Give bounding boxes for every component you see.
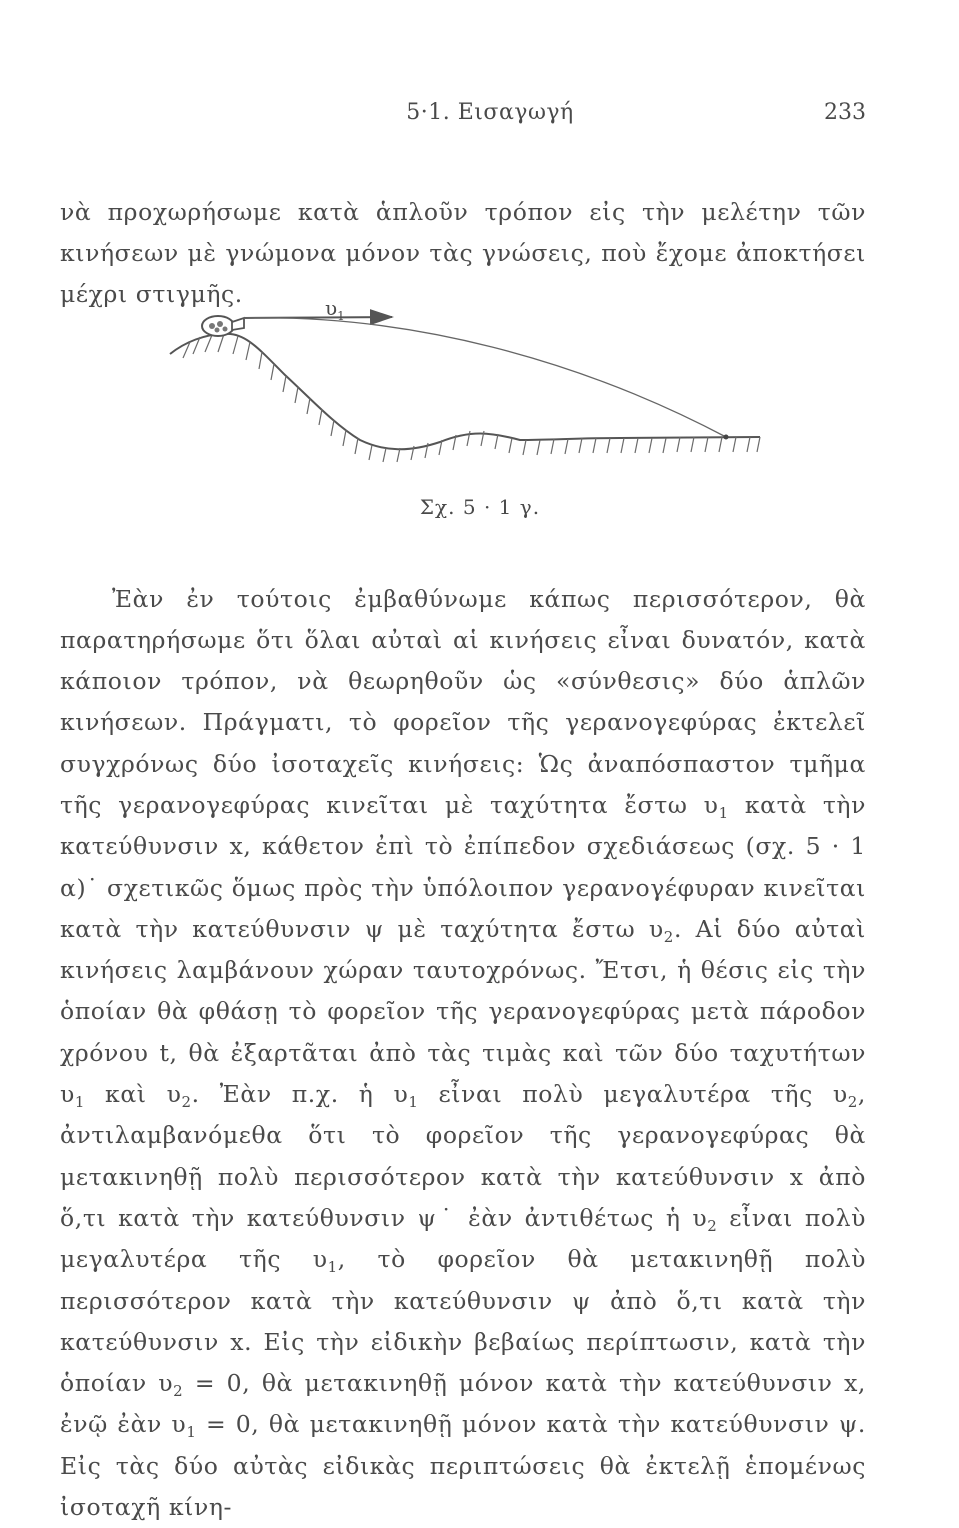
- velocity-label: $\upsilon_1$: [325, 296, 345, 320]
- projectile-figure: [160, 290, 800, 470]
- landing-point: [724, 435, 729, 440]
- figure-caption: Σχ. 5 · 1 γ.: [360, 495, 600, 519]
- ground-hatching: [183, 334, 760, 462]
- paragraph-composition: Ἐὰν ἐν τούτοις ἐμβαθύνωμε κάπως περισσότερον, θὰ παρατηρήσωμε ὅτι ὅλαι αὐταὶ αἱ κινήσεις εἶναι δυνατόν, κατὰ κάποιον τρόπον, νὰ θεωρηθοῦν ὡς «σύνθεσις» δύο ἁπλῶν κινήσεων. Πράγματι, τὸ φορεῖον τῆς γερανογεφύρας ἐκτελεῖ συγχρόνως δύο ἰσοταχεῖς κινήσεις: Ὡς ἀναπόσπαστον τμῆμα τῆς γερανογεφύρας κινεῖται μὲ ταχύτητα ἔστω $\upsilon_1$ κατὰ τὴν κατεύθυνσιν x, κάθετον ἐπὶ τὸ ἐπίπεδον σχεδιάσεως (σχ. 5 · 1 α)˙ σχετικῶς ὅμως πρὸς τὴν ὑπόλοιπον γερανογέφυραν κινεῖται κατὰ τὴν κατεύθυνσιν ψ μὲ ταχύτητα ἔστω $\upsilon_2$. Αἱ δύο αὐταὶ κινήσεις λαμβάνουν χώραν ταυτοχρόνως. Ἔτσι, ἡ θέσις εἰς τὴν ὁποίαν θὰ φθάσῃ τὸ φορεῖον τῆς γερανογεφύρας μετὰ πάροδον χρόνου t, θὰ ἐξαρτᾶται ἀπὸ τὰς τιμὰς καὶ τῶν δύο ταχυτήτων $\upsilon_1$ καὶ $\upsilon_2$. Ἐὰν π.χ. ἡ $\upsilon_1$ εἶναι πολὺ μεγαλυτέρα τῆς $\upsilon_2$, ἀντιλαμβανόμεθα ὅτι τὸ φορεῖον τῆς γερανογεφύρας θὰ μετακινηθῇ πολὺ περισσότερον κατὰ τὴν κατεύθυνσιν x ἀπὸ ὅ,τι κατὰ τὴν κατεύθυνσιν ψ˙ ἐὰν ἀντιθέτως ἡ $\upsilon_2$ εἶναι πολὺ μεγαλυτέρα τῆς $\upsilon_1$, τὸ φορεῖον θὰ μετακινηθῇ πολὺ περισσότερον κατὰ τὴν κατεύθυνσιν ψ ἀπὸ ὅ,τι κατὰ τὴν κατεύθυνσιν x. Εἰς τὴν εἰδικὴν βεβαίως περίπτωσιν, κατὰ τὴν ὁποίαν $\upsilon_2 = 0$, θὰ μετακινηθῇ μόνον κατὰ τὴν κατεύθυνσιν x, ἐνῷ ἐὰν $\upsilon_1 = 0$, θὰ μετακινηθῇ μόνον κατὰ τὴν κατεύθυνσιν ψ. Εἰς τὰς δύο αὐτὰς εἰδικὰς περιπτώσεις θὰ ἐκτελῇ ἑπομένως ἰσοταχῆ κίνη-: [60, 579, 866, 1528]
- page-number: 233: [824, 100, 866, 125]
- trajectory-curve: [244, 318, 726, 437]
- hill-outline: [170, 334, 760, 449]
- launcher-icon: [202, 316, 244, 336]
- paragraph-intro: νὰ προχωρήσωμε κατὰ ἁπλοῦν τρόπον εἰς τὴν μελέτην τῶν κινήσεων μὲ γνώμονα μόνον τὰς γνώσεις, ποὺ ἔχομε ἀποκτήσει μέχρι στιγμῆς.: [60, 192, 866, 316]
- running-title: 5·1. Εισαγωγή: [330, 100, 650, 125]
- projectile-diagram: [160, 290, 800, 470]
- page-header: [60, 96, 866, 130]
